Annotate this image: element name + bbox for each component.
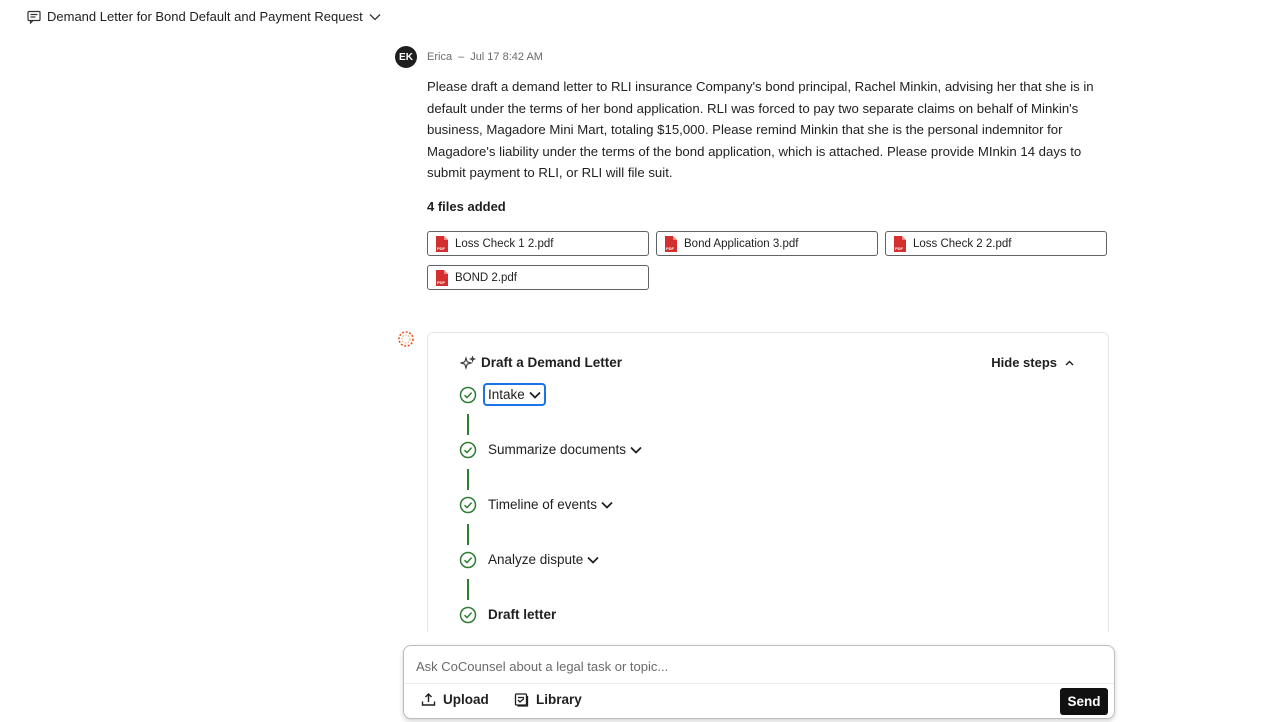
upload-icon (421, 692, 436, 707)
meta-separator: – (458, 51, 465, 63)
file-name: Loss Check 2 2.pdf (913, 237, 1012, 250)
files-heading: 4 files added (427, 199, 506, 214)
step-label: Analyze dispute (488, 552, 584, 567)
check-circle-icon (459, 606, 477, 624)
check-circle-icon (459, 496, 477, 514)
task-steps-card (427, 332, 1109, 632)
step-intake (459, 385, 544, 404)
hide-steps-button[interactable] (991, 355, 1074, 370)
chevron-down-icon (630, 446, 642, 454)
conversation-title-dropdown[interactable] (27, 9, 381, 24)
step-timeline-of-events (459, 495, 616, 514)
step-label: Intake (488, 387, 525, 402)
step-connector (467, 524, 469, 545)
pdf-file-icon (664, 236, 678, 252)
chat-icon (27, 10, 41, 24)
check-circle-icon (459, 441, 477, 459)
chevron-down-icon (601, 501, 613, 509)
svg-text:PDF: PDF (895, 245, 903, 251)
file-name: BOND 2.pdf (455, 271, 517, 284)
pdf-file-icon (893, 236, 907, 252)
message-meta (427, 51, 543, 63)
file-chip[interactable] (427, 231, 649, 256)
step-label: Draft letter (488, 607, 557, 622)
composer-divider (404, 683, 1114, 684)
file-name: Loss Check 1 2.pdf (455, 237, 554, 250)
library-label: Library (536, 692, 582, 707)
check-circle-icon (459, 551, 477, 569)
svg-text:PDF: PDF (437, 245, 445, 251)
step-connector (467, 414, 469, 435)
library-button[interactable] (514, 692, 582, 707)
hide-steps-label: Hide steps (991, 355, 1057, 370)
message-author: Erica (427, 51, 453, 63)
pdf-file-icon (435, 270, 449, 286)
step-analyze-dispute (459, 550, 602, 569)
step-summarize-documents (459, 440, 645, 459)
upload-label: Upload (443, 692, 489, 707)
conversation-title: Demand Letter for Bond Default and Payment Request (47, 9, 363, 24)
step-label: Timeline of events (488, 497, 598, 512)
pdf-file-icon (435, 236, 449, 252)
step-label: Summarize documents (488, 442, 627, 457)
chevron-down-icon (587, 556, 599, 564)
sparkle-icon (460, 356, 476, 370)
task-title: Draft a Demand Letter (481, 355, 623, 370)
file-chip[interactable] (656, 231, 878, 256)
prompt-input[interactable] (416, 656, 1096, 676)
avatar: EK (395, 46, 417, 68)
upload-button[interactable] (421, 692, 489, 707)
file-chip[interactable] (885, 231, 1107, 256)
step-toggle[interactable] (485, 440, 645, 459)
check-circle-icon (459, 386, 477, 404)
step-draft-letter (459, 605, 559, 624)
step-connector (467, 469, 469, 490)
file-chip[interactable] (427, 265, 649, 290)
library-icon (514, 692, 529, 707)
step-connector (467, 579, 469, 600)
svg-text:PDF: PDF (437, 279, 445, 285)
step-toggle[interactable] (485, 385, 544, 404)
chevron-down-icon (369, 13, 381, 21)
chevron-down-icon (529, 391, 541, 399)
step-toggle[interactable] (485, 550, 602, 569)
send-button[interactable]: Send (1060, 688, 1108, 715)
file-name: Bond Application 3.pdf (684, 237, 799, 250)
svg-text:PDF: PDF (666, 245, 674, 251)
composer (403, 645, 1115, 719)
loading-spinner-icon (397, 330, 415, 348)
step-toggle[interactable] (485, 605, 559, 624)
step-toggle[interactable] (485, 495, 616, 514)
message-text: Please draft a demand letter to RLI insurance Company's bond principal, Rachel Minkin, advising her that she is in default under the terms of her bond application. RLI was forced to pay two separate claims on behalf of Minkin's business, Magadore Mini Mart, totaling $15,000. Please remind Minkin that she is the personal indemnitor for Magadore's liability under the terms of the bond application, which is attached. Please provide MInkin 14 days to submit payment to RLI, or RLI will file suit. (427, 79, 1094, 180)
task-header (460, 355, 622, 370)
chevron-up-icon (1065, 360, 1074, 366)
attached-files (427, 231, 1117, 290)
message-timestamp: Jul 17 8:42 AM (470, 51, 543, 63)
